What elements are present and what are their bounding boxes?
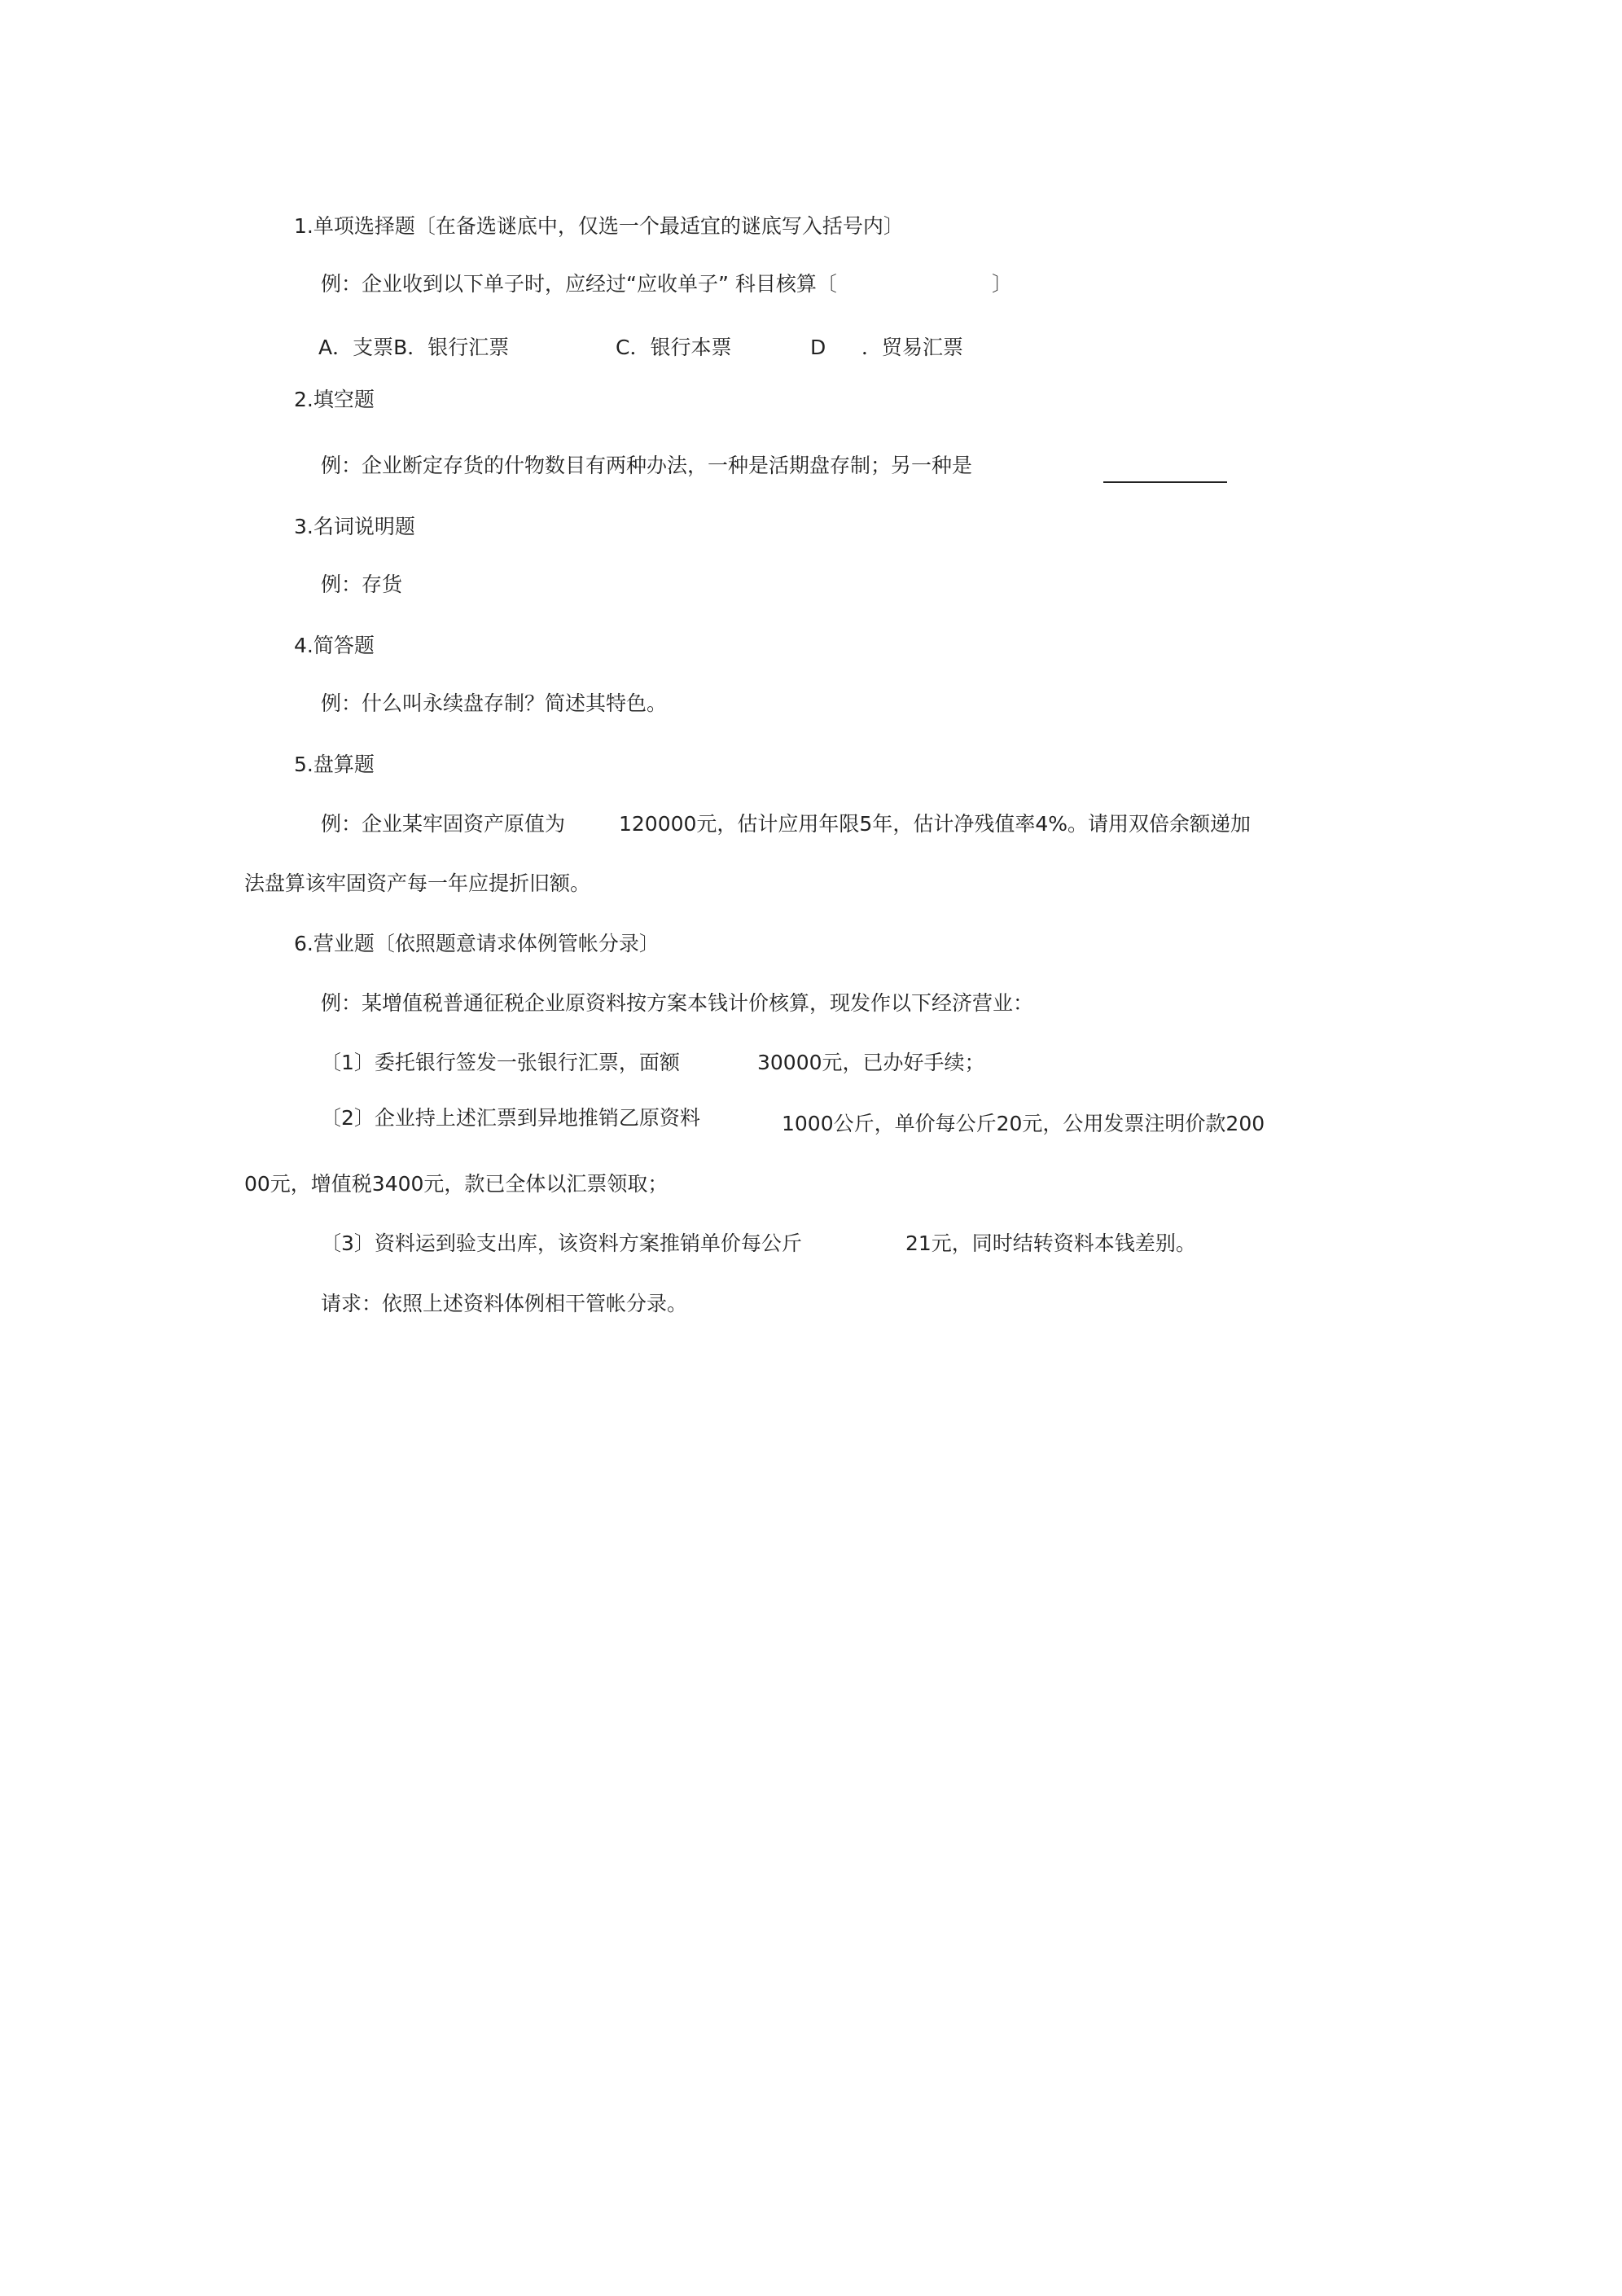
- section-3-heading: 3.名词说明题: [294, 515, 415, 538]
- section-5-heading: 5.盘算题: [294, 753, 375, 776]
- item-3-part2: 21元，同时结转资料本钱差别。: [905, 1231, 1196, 1255]
- option-a-b: A．支票B．银行汇票: [318, 336, 510, 359]
- item-3-part1: 〔3〕资料运到验支出库，该资料方案推销单价每公斤: [321, 1231, 802, 1255]
- section-5-example-line2: 法盘算该牢固资产每一年应提折旧额。: [244, 871, 591, 895]
- option-d-letter: D: [810, 336, 826, 359]
- section-5-example-part2: 120000元，估计应用年限5年，估计净残值率4%。请用双倍余额递加: [619, 812, 1252, 836]
- item-1-part2: 30000元，已办好手续；: [757, 1051, 985, 1074]
- section-1-heading: 1.单项选择题〔在备选谜底中，仅选一个最适宜的谜底写入括号内〕: [294, 214, 904, 238]
- item-2-line2: 00元，增值税3400元，款已全体以汇票领取；: [244, 1172, 669, 1196]
- item-2-part1: 〔2〕企业持上述汇票到异地推销乙原资料: [321, 1106, 700, 1130]
- option-d-text: ．贸易汇票: [861, 336, 964, 359]
- requirement: 请求：依照上述资料体例相干管帐分录。: [321, 1292, 688, 1315]
- section-1-example-close: 〕: [992, 272, 1013, 296]
- section-4-example: 例：什么叫永续盘存制？简述其特色。: [321, 691, 668, 715]
- section-3-example: 例：存货: [321, 573, 403, 596]
- fill-in-blank: [1103, 481, 1227, 483]
- section-2-example: 例：企业断定存货的什物数目有两种办法，一种是活期盘存制；另一种是: [321, 454, 973, 477]
- item-2-part2: 1000公斤，单价每公斤20元，公用发票注明价款200: [782, 1112, 1265, 1135]
- option-c: C．银行本票: [616, 336, 732, 359]
- section-4-heading: 4.简答题: [294, 634, 375, 657]
- section-6-example: 例：某增值税普通征税企业原资料按方案本钱计价核算，现发作以下经济营业：: [321, 991, 1034, 1015]
- section-1-example: 例：企业收到以下单子时，应经过“应收单子” 科目核算〔: [321, 272, 837, 296]
- item-1-part1: 〔1〕委托银行签发一张银行汇票，面额: [321, 1051, 680, 1074]
- section-2-heading: 2.填空题: [294, 388, 375, 411]
- section-5-example-part1: 例：企业某牢固资产原值为: [321, 812, 566, 836]
- section-6-heading: 6.营业题〔依照题意请求体例管帐分录〕: [294, 932, 660, 955]
